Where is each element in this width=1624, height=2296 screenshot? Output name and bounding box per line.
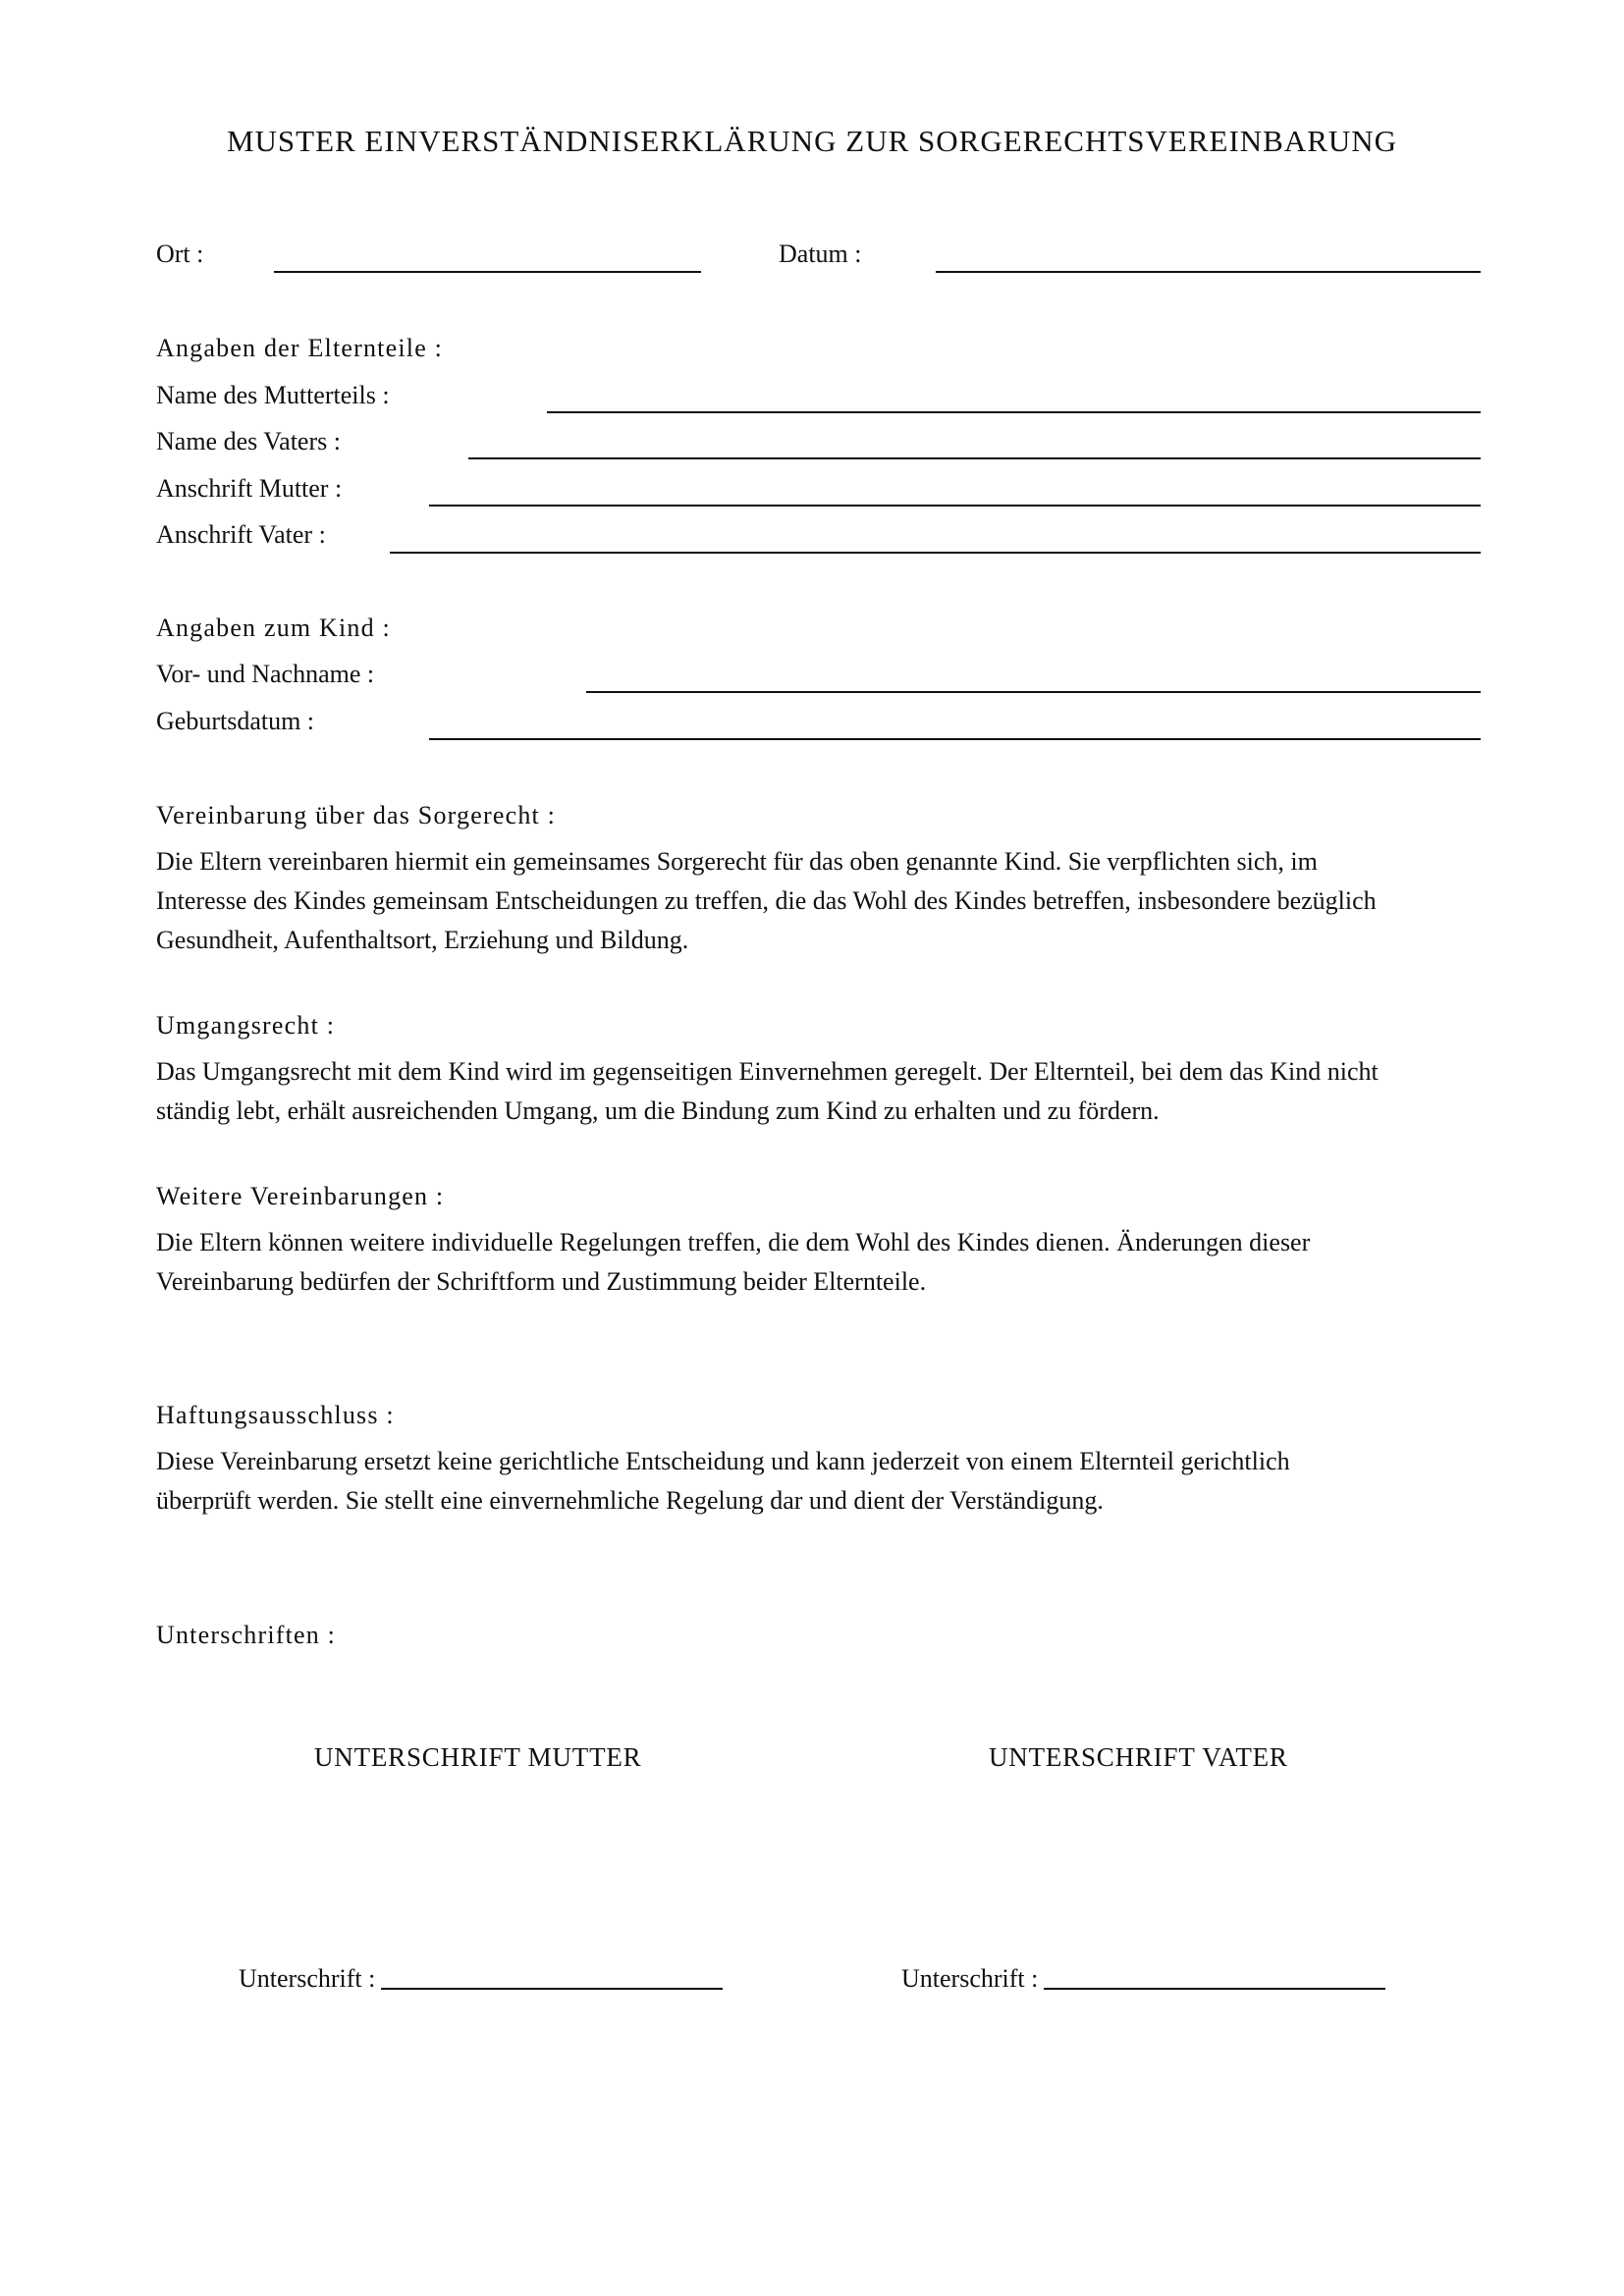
father-signature-label: Unterschrift : <box>901 1964 1039 1993</box>
custody-text: Die Eltern vereinbaren hiermit ein gemeinsames Sorgerecht für das oben genannte Kind. Sie verpflichten sich, im Interesse des Kindes gemeinsam Entscheidungen zu treffen, die das Wohl des Kindes betreffen, insbesondere bezüglich Gesundheit, Aufenthaltsort, Erziehung und Bildung. <box>156 847 1377 954</box>
mother-signature-field[interactable] <box>381 1988 723 1990</box>
father-name-field[interactable] <box>468 457 1481 459</box>
father-signature-field[interactable] <box>1044 1988 1385 1990</box>
child-birthdate-field[interactable] <box>429 738 1481 740</box>
liability-text: Diese Vereinbarung ersetzt keine gerichtliche Entscheidung und kann jederzeit von einem Elternteil gerichtlich überprüft werden. Sie stellt eine einvernehmliche Regelung dar und dient der Verständigung. <box>156 1447 1290 1515</box>
father-signature-heading: UNTERSCHRIFT VATER <box>989 1742 1288 1772</box>
further-heading: Weitere Vereinbarungen : <box>156 1182 445 1210</box>
datum-label: Datum : <box>779 240 862 268</box>
visitation-text: Das Umgangsrecht mit dem Kind wird im gegenseitigen Einvernehmen geregelt. Der Elternteil, bei dem das Kind nicht ständig lebt, erhält ausreichenden Umgang, um die Bindung zum Kind zu erhalten und zu fördern. <box>156 1057 1379 1125</box>
child-heading: Angaben zum Kind : <box>156 614 391 642</box>
child-name-label: Vor- und Nachname : <box>156 660 375 688</box>
child-name-field[interactable] <box>586 691 1481 693</box>
mother-signature-heading: UNTERSCHRIFT MUTTER <box>314 1742 642 1772</box>
document-title: MUSTER EINVERSTÄNDNISERKLÄRUNG ZUR SORGERECHTSVEREINBARUNG <box>226 124 1398 158</box>
visitation-heading: Umgangsrecht : <box>156 1011 336 1040</box>
father-signature-row <box>901 1964 1385 1994</box>
father-name-label: Name des Vaters : <box>156 427 341 455</box>
mother-name-label: Name des Mutterteils : <box>156 381 390 409</box>
mother-name-field[interactable] <box>547 411 1481 413</box>
father-address-label: Anschrift Vater : <box>156 520 326 549</box>
mother-address-label: Anschrift Mutter : <box>156 474 343 503</box>
ort-label: Ort : <box>156 240 204 268</box>
ort-field[interactable] <box>274 271 701 273</box>
further-text: Die Eltern können weitere individuelle Regelungen treffen, die dem Wohl des Kindes dienen. Änderungen dieser Vereinbarung bedürfen der Schriftform und Zustimmung beider Elternteile. <box>156 1228 1311 1296</box>
parents-heading: Angaben der Elternteile : <box>156 334 444 362</box>
father-address-field[interactable] <box>390 552 1481 554</box>
signatures-heading: Unterschriften : <box>156 1621 337 1649</box>
mother-address-field[interactable] <box>429 505 1481 507</box>
child-birthdate-label: Geburtsdatum : <box>156 707 315 735</box>
mother-signature-label: Unterschrift : <box>239 1964 376 1993</box>
liability-heading: Haftungsausschluss : <box>156 1401 395 1429</box>
mother-signature-row <box>239 1964 723 1994</box>
custody-heading: Vereinbarung über das Sorgerecht : <box>156 801 557 829</box>
datum-field[interactable] <box>936 271 1481 273</box>
